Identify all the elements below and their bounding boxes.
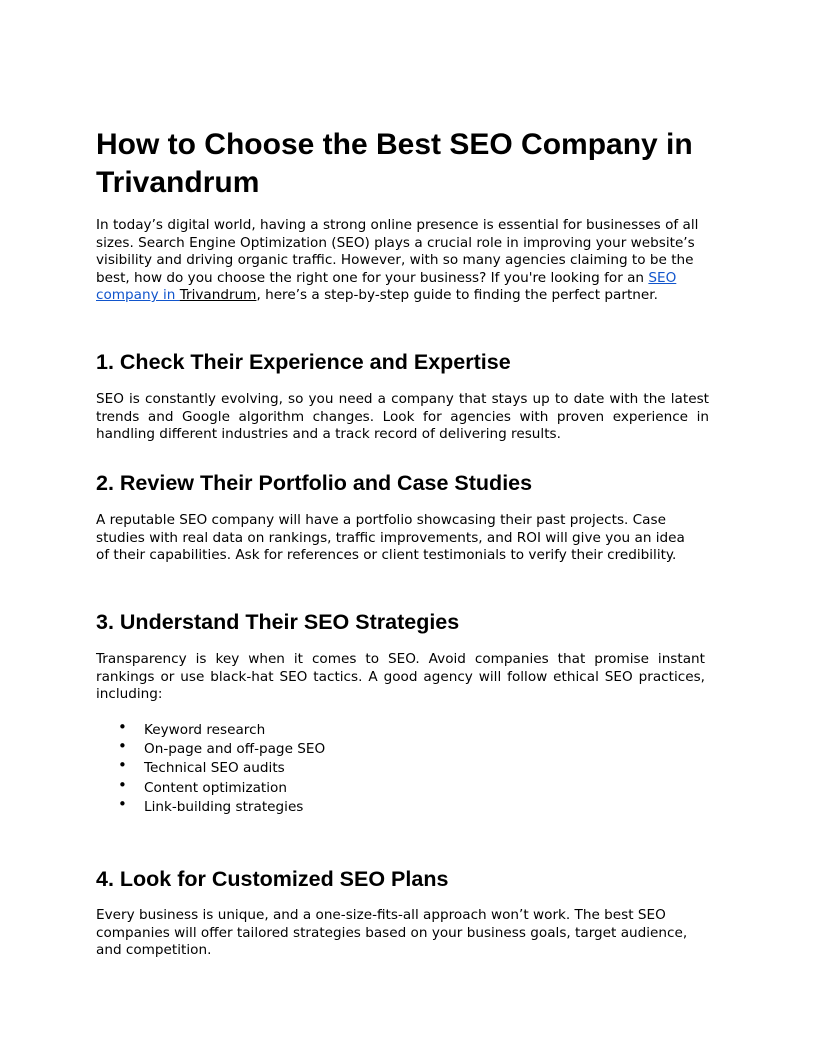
list-item-label: Content optimization [144, 779, 287, 796]
list-item [96, 794, 325, 817]
bullet-icon: • [118, 718, 127, 736]
page-title: How to Choose the Best SEO Company in Trivandrum [96, 128, 693, 199]
list-item [96, 737, 326, 759]
bullet-icon: • [118, 775, 127, 794]
section-2-heading: 2. Review Their Portfolio and Case Studies [96, 471, 533, 495]
section-3-heading: 3. Understand Their SEO Strategies [96, 610, 460, 634]
bullet-icon: • [118, 737, 127, 756]
seo-practices-list [96, 718, 326, 817]
seo-company-link[interactable]: SEO company in [96, 269, 677, 304]
intro-text-after: , here’s a step-by-step guide to finding the perfect partner. [256, 287, 658, 304]
list-item-label: Link-building strategies [144, 798, 304, 815]
list-item [96, 756, 325, 778]
bullet-icon: • [118, 756, 127, 775]
bullet-icon: • [118, 794, 127, 813]
list-item [96, 775, 325, 798]
intro-text-before: In today’s digital world, having a strong online presence is essential for businesses of all sizes. Search Engine Optimization (SEO) plays a crucial role in improving your website’s visibility and driving organic traffic. However, with so many agencies claiming to be the best, how do you choose the right one for your business? If you're looking for an [96, 217, 699, 286]
list-item-label: Keyword research [144, 722, 266, 738]
intro-paragraph [96, 217, 712, 305]
list-item-label: Technical SEO audits [144, 760, 285, 777]
list-item [96, 718, 325, 740]
section-1-body: SEO is constantly evolving, so you need a company that stays up to date with the latest trends and Google algorithm changes. Look for agencies with proven experience in handling different industries and a track record of delivering results. [96, 391, 709, 443]
section-4-body: Every business is unique, and a one-size-fits-all approach won’t work. The best SEO companies will offer tailored strategies based on your business goals, target audience, and competition. [96, 907, 688, 959]
list-item-label: On-page and off-page SEO [144, 741, 326, 758]
section-2-body: A reputable SEO company will have a portfolio showcasing their past projects. Case studies with real data on rankings, traffic improvements, and ROI will give you an idea of their capabilities. Ask for references or client testimonials to verify their credibility. [96, 512, 685, 564]
section-3-body: Transparency is key when it comes to SEO. Avoid companies that promise instant rankings or use black-hat SEO tactics. A good agency will follow ethical SEO practices, including: [96, 651, 705, 703]
section-1-heading: 1. Check Their Experience and Expertise [96, 350, 511, 374]
section-4-heading: 4. Look for Customized SEO Plans [96, 867, 449, 891]
trivandrum-underlined-text: Trivandrum [179, 287, 257, 304]
